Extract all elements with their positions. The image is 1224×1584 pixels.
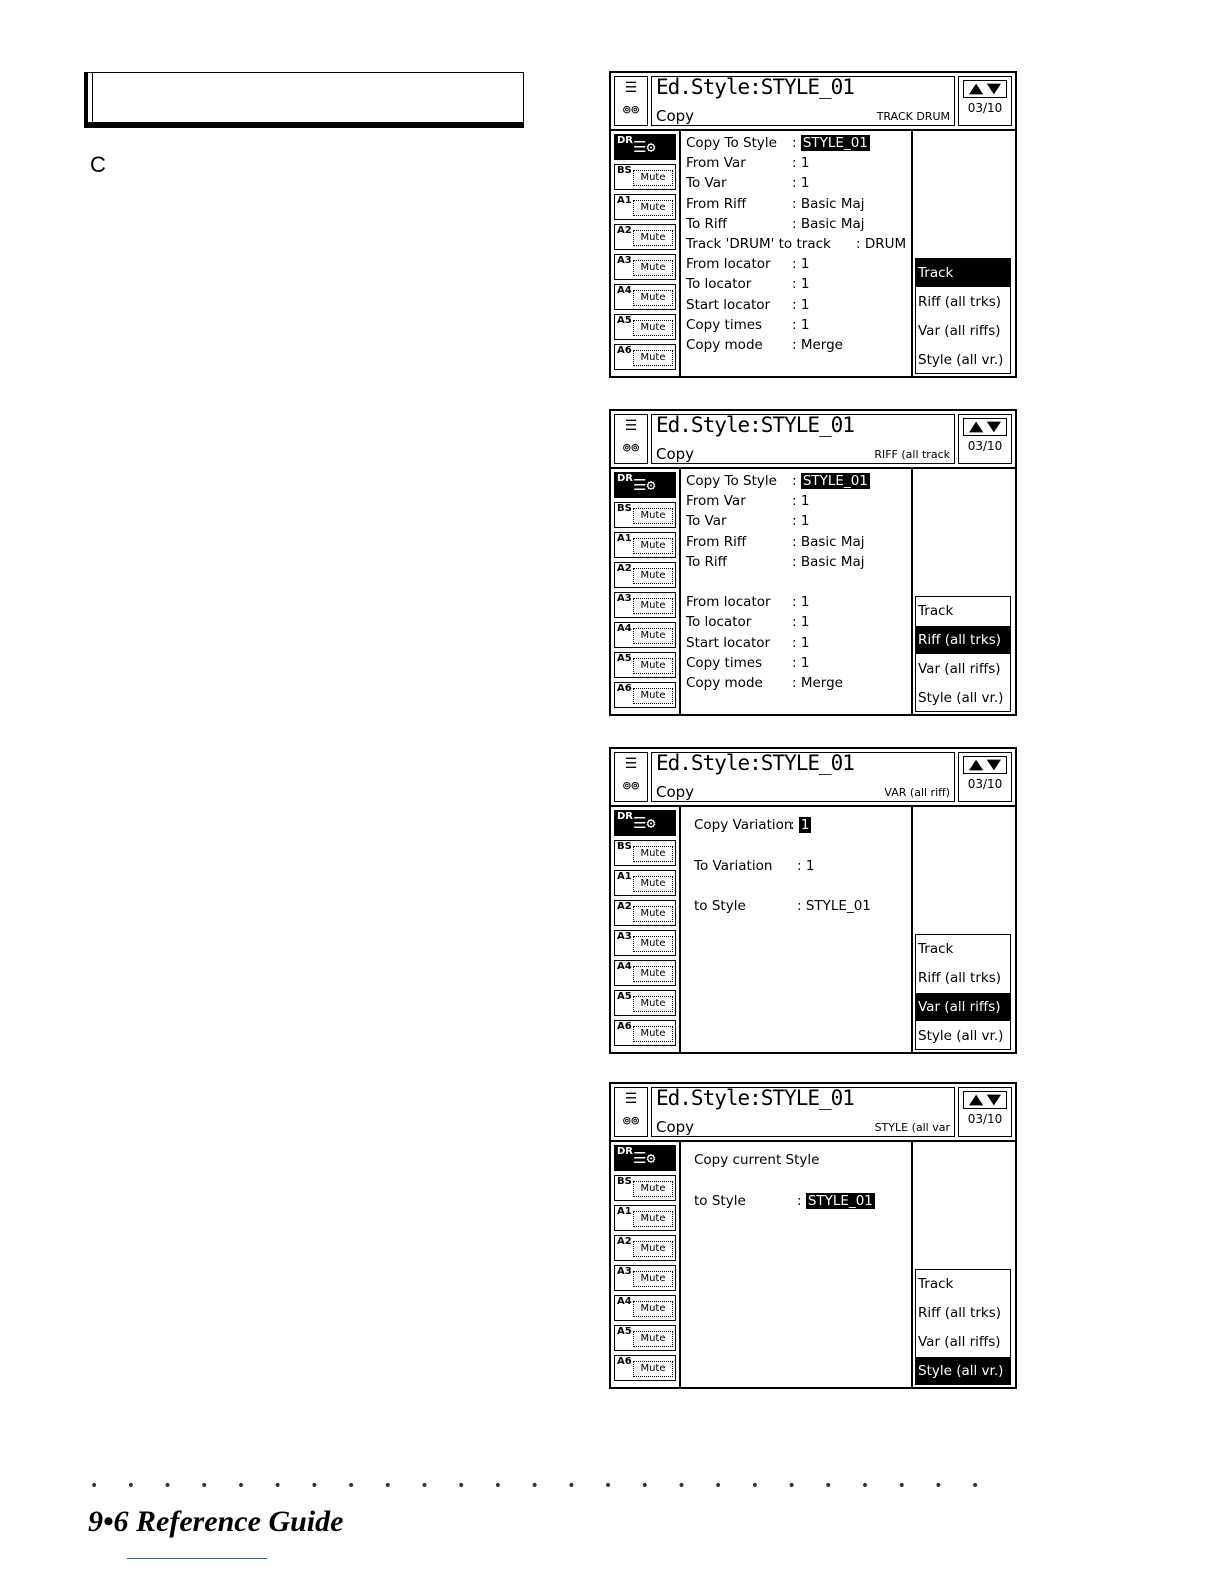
param-label: Copy Variation [694, 817, 793, 833]
footer-dots: • • • • • • • • • • • • • • • • • • • • • • • • • [90, 1478, 992, 1494]
param-row[interactable] [686, 493, 746, 509]
param-label: Copy To Style [686, 473, 777, 489]
drum-icon: ☰⚙ [633, 476, 656, 494]
param-row[interactable] [686, 236, 831, 252]
param-row[interactable] [686, 675, 763, 691]
copy-mode-indicator: RIFF (all track [874, 448, 950, 461]
param-value[interactable]: : STYLE_01 [797, 898, 871, 914]
param-label: To Var [686, 513, 727, 530]
copy-type-panel [911, 807, 1015, 1052]
param-label: Copy mode [686, 675, 763, 691]
track-label: A6 [617, 1021, 632, 1032]
lcd-screen-4 [609, 1082, 1017, 1389]
screen-header [611, 73, 1015, 131]
track-label: BS [617, 1176, 632, 1187]
title-cell [651, 752, 955, 802]
param-value-selected[interactable]: STYLE_01 [802, 135, 868, 151]
track-a1[interactable] [614, 1205, 676, 1231]
track-label: DR [617, 811, 634, 822]
param-row[interactable] [686, 256, 771, 272]
param-row[interactable] [686, 175, 727, 191]
track-a6[interactable] [614, 344, 676, 370]
copy-type-menu [915, 1269, 1011, 1385]
mute-button[interactable]: Mute [633, 260, 673, 276]
param-value[interactable]: : Merge [792, 337, 843, 353]
menu-item[interactable]: Var (all riffs) [916, 993, 1010, 1021]
param-label: From Riff [686, 195, 747, 212]
section-heading-box [84, 72, 524, 128]
page-cell [958, 1087, 1012, 1137]
screen-subtitle: Copy [656, 783, 695, 801]
param-label: To Riff [686, 215, 727, 232]
copy-type-menu [915, 596, 1011, 712]
param-row[interactable] [694, 817, 792, 833]
param-row[interactable] [686, 317, 762, 333]
param-value[interactable]: : 1 [792, 256, 810, 273]
screen-title: Ed.Style:STYLE_01 [656, 1086, 854, 1110]
param-value[interactable]: : 1 [792, 654, 810, 671]
track-column [611, 1142, 681, 1387]
screen-header [611, 411, 1015, 469]
track-a2[interactable] [614, 1235, 676, 1261]
track-label: A6 [617, 1356, 632, 1367]
title-cell [651, 76, 955, 126]
menu-item[interactable]: Style (all vr.) [916, 1357, 1010, 1385]
track-dr[interactable] [614, 810, 676, 836]
param-row[interactable] [694, 1152, 819, 1168]
page-indicator: 03/10 [967, 1112, 1003, 1126]
mute-button[interactable]: Mute [633, 1301, 673, 1317]
param-value[interactable]: : Basic Maj [792, 215, 865, 232]
menu-item[interactable]: Riff (all trks) [918, 1305, 1002, 1321]
param-row[interactable] [686, 337, 763, 353]
param-row[interactable] [686, 635, 770, 651]
track-label: BS [617, 503, 632, 514]
mute-button[interactable]: Mute [633, 230, 673, 246]
copy-mode-indicator: VAR (all riff) [884, 786, 950, 799]
param-value-selected[interactable]: STYLE_01 [802, 473, 868, 489]
track-label: A4 [617, 623, 632, 634]
param-value[interactable]: : Basic Maj [792, 553, 865, 570]
param-row[interactable] [686, 196, 746, 212]
param-row[interactable] [686, 135, 777, 151]
lcd-screen-2 [609, 409, 1017, 716]
menu-item[interactable]: Track [918, 941, 954, 957]
track-label: DR [617, 135, 634, 146]
param-value[interactable]: : 1 [792, 634, 810, 651]
mute-button[interactable]: Mute [633, 1211, 673, 1227]
menu-item[interactable]: Track [918, 1276, 954, 1292]
mute-button[interactable]: Mute [633, 170, 673, 186]
mute-button[interactable]: Mute [633, 350, 673, 366]
track-label: A2 [617, 563, 632, 574]
track-label: A2 [617, 901, 632, 912]
track-bs[interactable] [614, 840, 676, 866]
track-a2[interactable] [614, 562, 676, 588]
track-a1[interactable] [614, 870, 676, 896]
screen-title: Ed.Style:STYLE_01 [656, 75, 854, 99]
copy-type-menu [915, 934, 1011, 1050]
track-label: A4 [617, 1296, 632, 1307]
param-label: From Var [686, 493, 746, 510]
menu-item[interactable]: Var (all riffs) [918, 1334, 1001, 1350]
track-a1[interactable] [614, 194, 676, 220]
param-label: To Variation [694, 857, 773, 874]
menu-item[interactable]: Riff (all trks) [916, 626, 1010, 654]
param-value[interactable]: : 1 [792, 594, 810, 611]
screen-title: Ed.Style:STYLE_01 [656, 751, 854, 775]
mute-button[interactable]: Mute [633, 846, 673, 862]
track-a5[interactable] [614, 1325, 676, 1351]
mute-button[interactable]: Mute [633, 966, 673, 982]
param-row[interactable] [694, 858, 772, 874]
track-a3[interactable] [614, 930, 676, 956]
track-bs[interactable] [614, 164, 676, 190]
param-label: To locator [686, 614, 752, 631]
track-label: A3 [617, 931, 632, 942]
menu-item[interactable]: Var (all riffs) [918, 323, 1001, 339]
screen-subtitle: Copy [656, 107, 695, 125]
param-label: From locator [686, 594, 771, 611]
mute-button[interactable]: Mute [633, 1361, 673, 1377]
screen-header [611, 749, 1015, 807]
track-a3[interactable] [614, 254, 676, 280]
mute-button[interactable]: Mute [633, 200, 673, 216]
screen-title: Ed.Style:STYLE_01 [656, 413, 854, 437]
body-text: C [90, 152, 106, 177]
copy-type-panel [911, 469, 1015, 714]
param-row[interactable] [686, 216, 727, 232]
param-row[interactable] [686, 513, 727, 529]
param-value[interactable]: : 1 [790, 817, 810, 833]
mute-button[interactable]: Mute [633, 598, 673, 614]
page-footer: 9•6 Reference Guide [88, 1505, 344, 1538]
menu-item[interactable]: Style (all vr.) [918, 690, 1004, 706]
track-a2[interactable] [614, 900, 676, 926]
param-label: to Style [694, 898, 746, 914]
lcd-screen-3 [609, 747, 1017, 1054]
param-label: Copy To Style [686, 135, 777, 151]
track-label: DR [617, 473, 634, 484]
param-row[interactable] [686, 276, 751, 292]
param-value-selected[interactable]: 1 [800, 817, 810, 833]
mute-button[interactable]: Mute [633, 906, 673, 922]
track-a1[interactable] [614, 532, 676, 558]
track-column [611, 131, 681, 376]
track-label: A1 [617, 1206, 632, 1217]
track-a4[interactable] [614, 284, 676, 310]
page-indicator: 03/10 [967, 439, 1003, 453]
param-value[interactable]: : 1 [792, 276, 810, 293]
track-bs[interactable] [614, 502, 676, 528]
track-label: A2 [617, 225, 632, 236]
param-label: Copy times [686, 654, 763, 671]
track-label: DR [617, 1146, 634, 1157]
param-label: To Riff [686, 553, 727, 570]
track-label: A1 [617, 871, 632, 882]
style-icon[interactable]: ☰ ⊚⊚ [614, 752, 648, 802]
track-label: A5 [617, 653, 632, 664]
track-a6[interactable] [614, 1355, 676, 1381]
param-value[interactable]: : 1 [792, 155, 810, 172]
page-up-down-icon[interactable] [963, 756, 1007, 774]
track-a3[interactable] [614, 1265, 676, 1291]
track-a4[interactable] [614, 960, 676, 986]
title-cell [651, 1087, 955, 1137]
mute-button[interactable]: Mute [633, 1271, 673, 1287]
track-column [611, 469, 681, 714]
track-label: A3 [617, 1266, 632, 1277]
param-row[interactable] [686, 554, 727, 570]
param-value[interactable]: : Basic Maj [792, 533, 865, 550]
track-a4[interactable] [614, 622, 676, 648]
page-cell [958, 76, 1012, 126]
track-a6[interactable] [614, 1020, 676, 1046]
track-label: A1 [617, 533, 632, 544]
copy-mode-indicator: TRACK DRUM [876, 110, 950, 123]
track-label: BS [617, 841, 632, 852]
param-row[interactable] [694, 1193, 746, 1209]
mute-button[interactable]: Mute [633, 538, 673, 554]
menu-item[interactable]: Var (all riffs) [918, 661, 1001, 677]
param-row[interactable] [686, 155, 746, 171]
page-up-down-icon[interactable] [963, 80, 1007, 98]
param-row[interactable] [686, 297, 770, 313]
mute-button[interactable]: Mute [633, 508, 673, 524]
mute-button[interactable]: Mute [633, 1026, 673, 1042]
param-label: From locator [686, 256, 771, 273]
param-value[interactable]: : STYLE_01 [797, 1192, 873, 1209]
track-dr[interactable] [614, 1145, 676, 1171]
menu-item[interactable]: Track [916, 259, 1010, 287]
param-row[interactable] [686, 473, 777, 489]
param-label: From Var [686, 155, 746, 172]
param-value[interactable]: : 1 [792, 316, 810, 333]
screen-header [611, 1084, 1015, 1142]
param-label: Copy times [686, 316, 763, 333]
copy-mode-indicator: STYLE (all var [874, 1121, 950, 1134]
mute-button[interactable]: Mute [633, 658, 673, 674]
track-label: BS [617, 165, 632, 176]
param-label: To Var [686, 175, 727, 192]
mute-button[interactable]: Mute [633, 1181, 673, 1197]
track-a3[interactable] [614, 592, 676, 618]
param-label: to Style [694, 1192, 746, 1209]
mute-button[interactable]: Mute [633, 320, 673, 336]
param-value[interactable]: : Basic Maj [792, 195, 865, 212]
mute-button[interactable]: Mute [633, 936, 673, 952]
param-value[interactable]: : 1 [797, 857, 815, 874]
drum-icon: ☰⚙ [633, 814, 656, 832]
param-label: To locator [686, 276, 752, 293]
param-value-selected[interactable]: STYLE_01 [807, 1192, 873, 1209]
track-dr[interactable] [614, 472, 676, 498]
param-label: Start locator [686, 296, 771, 313]
footer-rule [127, 1558, 267, 1559]
track-a2[interactable] [614, 224, 676, 250]
screen-subtitle: Copy [656, 445, 695, 463]
page-cell [958, 414, 1012, 464]
track-label: A5 [617, 991, 632, 1002]
screen-subtitle: Copy [656, 1118, 695, 1136]
page-cell [958, 752, 1012, 802]
mute-button[interactable]: Mute [633, 290, 673, 306]
track-label: A3 [617, 255, 632, 266]
mute-button[interactable]: Mute [633, 876, 673, 892]
track-label: A2 [617, 1236, 632, 1247]
page-indicator: 03/10 [967, 777, 1003, 791]
page-up-down-icon[interactable] [963, 418, 1007, 436]
track-column [611, 807, 681, 1052]
param-row[interactable] [686, 534, 746, 550]
param-value[interactable]: : 1 [792, 493, 810, 510]
param-label: From Riff [686, 533, 747, 550]
track-label: A4 [617, 285, 632, 296]
lcd-screen-1 [609, 71, 1017, 378]
param-value[interactable]: : DRUM [856, 236, 907, 252]
menu-item[interactable]: Style (all vr.) [918, 1028, 1004, 1044]
track-bs[interactable] [614, 1175, 676, 1201]
drum-icon: ☰⚙ [633, 138, 656, 156]
track-label: A3 [617, 593, 632, 604]
style-icon[interactable]: ☰ ⊚⊚ [614, 1087, 648, 1137]
title-cell [651, 414, 955, 464]
track-label: A5 [617, 1326, 632, 1337]
track-label: A5 [617, 315, 632, 326]
style-icon[interactable]: ☰ ⊚⊚ [614, 414, 648, 464]
page-indicator: 03/10 [967, 101, 1003, 115]
copy-type-panel [911, 1142, 1015, 1387]
track-a6[interactable] [614, 682, 676, 708]
param-value[interactable]: : Merge [792, 675, 843, 691]
mute-button[interactable]: Mute [633, 996, 673, 1012]
param-row[interactable] [694, 898, 746, 914]
page-up-down-icon[interactable] [963, 1091, 1007, 1109]
mute-button[interactable]: Mute [633, 628, 673, 644]
param-label: Copy mode [686, 337, 763, 353]
param-value[interactable]: : 1 [792, 296, 810, 313]
menu-item[interactable]: Style (all vr.) [918, 352, 1004, 368]
mute-button[interactable]: Mute [633, 568, 673, 584]
track-a5[interactable] [614, 314, 676, 340]
param-value[interactable]: : STYLE_01 [792, 135, 868, 151]
track-dr[interactable] [614, 134, 676, 160]
param-value[interactable]: : 1 [792, 175, 810, 192]
track-a4[interactable] [614, 1295, 676, 1321]
style-icon[interactable]: ☰ ⊚⊚ [614, 76, 648, 126]
track-label: A6 [617, 683, 632, 694]
track-a5[interactable] [614, 990, 676, 1016]
drum-icon: ☰⚙ [633, 1149, 656, 1167]
track-a5[interactable] [614, 652, 676, 678]
mute-button[interactable]: Mute [633, 1331, 673, 1347]
param-row[interactable] [686, 614, 751, 630]
param-label: Copy current Style [694, 1152, 820, 1168]
menu-item[interactable]: Riff (all trks) [918, 970, 1002, 986]
param-value[interactable]: : 1 [792, 513, 810, 530]
menu-item[interactable]: Track [918, 603, 954, 619]
mute-button[interactable]: Mute [633, 688, 673, 704]
track-label: A4 [617, 961, 632, 972]
copy-type-panel [911, 131, 1015, 376]
menu-item[interactable]: Riff (all trks) [918, 294, 1002, 310]
param-row[interactable] [686, 655, 762, 671]
param-value[interactable]: : STYLE_01 [792, 473, 868, 489]
track-label: A1 [617, 195, 632, 206]
param-value[interactable]: : 1 [792, 614, 810, 631]
copy-type-menu [915, 258, 1011, 374]
param-label: Start locator [686, 634, 771, 651]
param-row[interactable] [686, 594, 771, 610]
mute-button[interactable]: Mute [633, 1241, 673, 1257]
param-label: Track 'DRUM' to track [686, 236, 831, 252]
track-label: A6 [617, 345, 632, 356]
